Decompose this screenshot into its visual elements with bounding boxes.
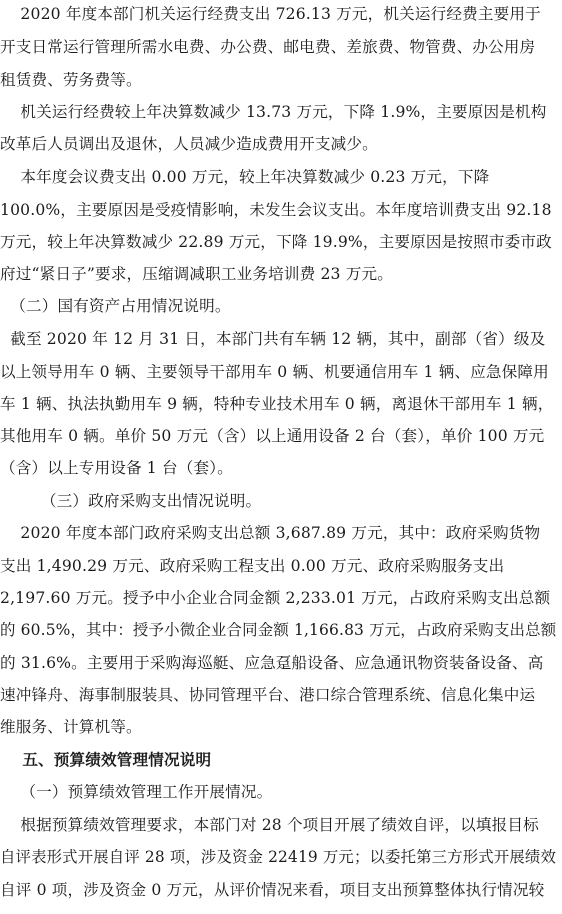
text-line-27: 自评表形式开展自评 28 项，涉及资金 22419 万元；以委托第三方形式开展绩效 [0, 848, 556, 866]
text-line-17: 2020 年度本部门政府采购支出总额 3,687.89 万元，其中：政府采购货物 [0, 524, 541, 542]
text-line-20: 的 60.5%，其中：授予小微企业合同金额 1,166.83 万元，占政府采购支出总额 [0, 621, 557, 639]
section-subheading-3: （三）政府采购支出情况说明。 [0, 492, 262, 510]
text-line-8: 万元，较上年决算数减少 22.89 万元，下降 19.9%，主要原因是按照市委市政 [0, 233, 552, 251]
section-heading-5: 五、预算绩效管理情况说明 [0, 751, 212, 769]
text-line-5: 改革后人员调出及退休，人员减少造成费用开支减少。 [0, 135, 378, 153]
text-line-1: 2020 年度本部门机关运行经费支出 726.13 万元，机关运行经费主要用于 [0, 5, 541, 23]
text-line-9: 府过“紧日子”要求，压缩调减职工业务培训费 23 万元。 [0, 265, 393, 283]
text-line-6: 本年度会议费支出 0.00 万元，较上年决算数减少 0.23 万元，下降 [0, 168, 490, 186]
text-line-12: 以上领导用车 0 辆、主要领导干部用车 0 辆、机要通信用车 1 辆、应急保障用 [0, 363, 549, 381]
section-subheading-5-1: （一）预算绩效管理工作开展情况。 [0, 783, 273, 801]
text-line-4: 机关运行经费较上年决算数减少 13.73 万元，下降 1.9%，主要原因是机构 [0, 103, 547, 121]
text-line-14: 其他用车 0 辆。单价 50 万元（含）以上通用设备 2 台（套），单价 100 万元 [0, 427, 545, 445]
text-line-2: 开支日常运行管理所需水电费、办公费、邮电费、差旅费、物管费、办公用房 [0, 38, 536, 56]
text-line-26: 根据预算绩效管理要求，本部门对 28 个项目开展了绩效自评，以填报目标 [0, 816, 539, 834]
text-line-7: 100.0%，主要原因是受疫情影响，未发生会议支出。本年度培训费支出 92.18 [0, 201, 552, 219]
text-line-28: 自评 0 项，涉及资金 0 万元，从评价情况来看，项目支出预算整体执行情况较 [0, 881, 545, 899]
text-line-13: 车 1 辆、执法执勤用车 9 辆，特种专业技术用车 0 辆，离退休干部用车 1 辆， [0, 395, 554, 413]
text-line-18: 支出 1,490.29 万元、政府采购工程支出 0.00 万元、政府采购服务支出 [0, 557, 505, 575]
text-line-21: 的 31.6%。主要用于采购海巡艇、应急趸船设备、应急通讯物资装备设备、高 [0, 654, 544, 672]
text-line-19: 2,197.60 万元。授予中小企业合同金额 2,233.01 万元，占政府采购支出总额 [0, 589, 551, 607]
text-line-3: 租赁费、劳务费等。 [0, 71, 142, 89]
text-line-11: 截至 2020 年 12 月 31 日，本部门共有车辆 12 辆，其中，副部（省）级及 [0, 330, 546, 348]
text-line-23: 维服务、计算机等。 [0, 718, 142, 736]
section-subheading-2: （二）国有资产占用情况说明。 [0, 297, 231, 315]
text-line-22: 速冲锋舟、海事制服装具、协同管理平台、港口综合管理系统、信息化集中运 [0, 686, 536, 704]
text-line-15: （含）以上专用设备 1 台（套）。 [0, 459, 233, 477]
